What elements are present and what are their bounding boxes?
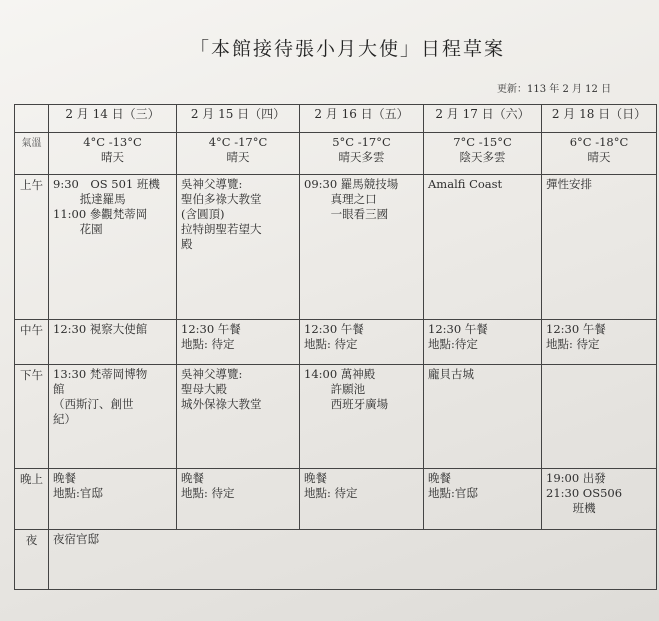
- day-header-5: 2 月 18 日（日）: [542, 105, 657, 133]
- noon-4-line: 12:30 午餐: [428, 322, 488, 337]
- document-title: 「本館接待張小月大使」日程草案: [190, 38, 506, 60]
- weather-row: [15, 133, 657, 175]
- evening-3-line: 地點: 待定: [304, 486, 358, 501]
- afternoon-4-line: 龐貝古城: [428, 366, 474, 381]
- noon-5-line: 12:30 午餐: [546, 322, 606, 337]
- weather-cell-1: [49, 133, 177, 175]
- night-cell: [49, 529, 657, 589]
- morning-1-line: 抵達羅馬: [53, 192, 126, 207]
- morning-3-line: 一眼看三國: [304, 207, 389, 222]
- weather-cell-3: [300, 133, 424, 175]
- corner-cell: [15, 105, 49, 133]
- evening-row: [15, 469, 657, 529]
- morning-cell-1: [49, 175, 177, 320]
- afternoon-1-line: 13:30 梵蒂岡博物: [53, 366, 148, 381]
- morning-2-line: (含圓頂): [181, 207, 225, 222]
- day-header-1: 2 月 14 日（三）: [49, 105, 177, 133]
- noon-5-line: 地點: 待定: [546, 337, 600, 352]
- morning-3-line: 09:30 羅馬競技場: [304, 177, 399, 192]
- evening-1-line: 地點:官邸: [53, 486, 103, 501]
- noon-cell-4: [424, 320, 542, 364]
- evening-3-line: 晚餐: [304, 471, 327, 486]
- morning-2-line: 拉特朗聖若望大: [181, 222, 262, 237]
- afternoon-label: 下午: [15, 364, 49, 469]
- evening-5-line: 21:30 OS506: [546, 486, 623, 501]
- sky-2: 晴天: [226, 150, 250, 165]
- weather-cell-5: [542, 133, 657, 175]
- noon-2-line: 12:30 午餐: [181, 322, 241, 337]
- evening-1-line: 晚餐: [53, 471, 76, 486]
- afternoon-2-line: 城外保祿大教堂: [181, 396, 262, 411]
- morning-3-line: 真理之口: [304, 192, 377, 207]
- afternoon-1-line: 館: [53, 381, 65, 396]
- noon-1-line: 12:30 視察大使館: [53, 322, 148, 337]
- noon-cell-2: [177, 320, 300, 364]
- morning-1-line: 9:30 OS 501 班機: [53, 177, 160, 192]
- morning-2-line: 吳神父導覽:: [181, 177, 243, 192]
- noon-cell-3: [300, 320, 424, 364]
- afternoon-cell-1: [49, 364, 177, 469]
- morning-row: [15, 175, 657, 320]
- afternoon-cell-2: [177, 364, 300, 469]
- night-line: 夜宿官邸: [53, 531, 99, 546]
- sky-5: 晴天: [587, 150, 611, 165]
- evening-cell-5: [542, 469, 657, 529]
- updated-date: 更新：113 年 2 月 12 日: [497, 84, 612, 95]
- weather-cell-2: [177, 133, 300, 175]
- weather-label: 氣溫: [15, 133, 49, 175]
- temp-4: 7°C -15°C: [453, 135, 512, 150]
- temp-2: 4°C -17°C: [208, 135, 268, 150]
- evening-2-line: 地點: 待定: [181, 486, 235, 501]
- morning-2-line: 聖伯多祿大教堂: [181, 192, 262, 207]
- afternoon-2-line: 聖母大殿: [181, 381, 227, 396]
- evening-5-line: 班機: [546, 501, 596, 516]
- noon-cell-1: [49, 320, 177, 364]
- afternoon-1-line: 紀）: [53, 411, 76, 426]
- morning-cell-3: [300, 175, 424, 320]
- morning-1-line: 11:00 參觀梵蒂岡: [53, 207, 148, 222]
- noon-3-line: 地點: 待定: [304, 337, 358, 352]
- noon-cell-5: [542, 320, 657, 364]
- morning-5-line: 彈性安排: [546, 177, 592, 192]
- header-row: [15, 105, 657, 133]
- schedule-table: [14, 104, 657, 590]
- morning-cell-5: [542, 175, 657, 320]
- morning-cell-2: [177, 175, 300, 320]
- sky-1: 晴天: [101, 150, 124, 165]
- evening-4-line: 地點:官邸: [428, 486, 478, 501]
- evening-cell-1: [49, 469, 177, 529]
- afternoon-row: [15, 364, 657, 469]
- noon-2-line: 地點: 待定: [181, 337, 235, 352]
- afternoon-2-line: 吳神父導覽:: [181, 366, 243, 381]
- temp-5: 6°C -18°C: [569, 135, 629, 150]
- noon-label: 中午: [15, 320, 49, 364]
- afternoon-3-line: 14:00 萬神殿: [304, 366, 376, 381]
- evening-cell-3: [300, 469, 424, 529]
- noon-row: [15, 320, 657, 364]
- day-header-4: 2 月 17 日（六）: [424, 105, 542, 133]
- morning-2-line: 殿: [181, 237, 193, 252]
- temp-1: 4°C -13°C: [83, 135, 142, 150]
- morning-label: 上午: [15, 175, 49, 320]
- sky-3: 晴天多雲: [338, 150, 385, 165]
- night-row: [15, 529, 657, 589]
- evening-2-line: 晚餐: [181, 471, 204, 486]
- afternoon-3-line: 西班牙廣場: [304, 396, 389, 411]
- sky-4: 陰天多雲: [459, 150, 506, 165]
- noon-3-line: 12:30 午餐: [304, 322, 364, 337]
- evening-cell-4: [424, 469, 542, 529]
- morning-4-line: Amalfi Coast: [428, 177, 503, 192]
- temp-3: 5°C -17°C: [332, 135, 391, 150]
- afternoon-1-line: （西斯汀、創世: [53, 396, 134, 411]
- afternoon-cell-5: [542, 364, 657, 469]
- afternoon-cell-3: [300, 364, 424, 469]
- day-header-3: 2 月 16 日（五）: [300, 105, 424, 133]
- noon-4-line: 地點:待定: [428, 337, 478, 352]
- day-header-2: 2 月 15 日（四）: [177, 105, 300, 133]
- night-label: 夜: [15, 529, 49, 589]
- morning-1-line: 花園: [53, 222, 103, 237]
- evening-label: 晚上: [15, 469, 49, 529]
- morning-cell-4: [424, 175, 542, 320]
- evening-5-line: 19:00 出發: [546, 471, 606, 486]
- afternoon-3-line: 許願池: [304, 381, 366, 396]
- evening-4-line: 晚餐: [428, 471, 451, 486]
- weather-cell-4: [424, 133, 542, 175]
- afternoon-cell-4: [424, 364, 542, 469]
- evening-cell-2: [177, 469, 300, 529]
